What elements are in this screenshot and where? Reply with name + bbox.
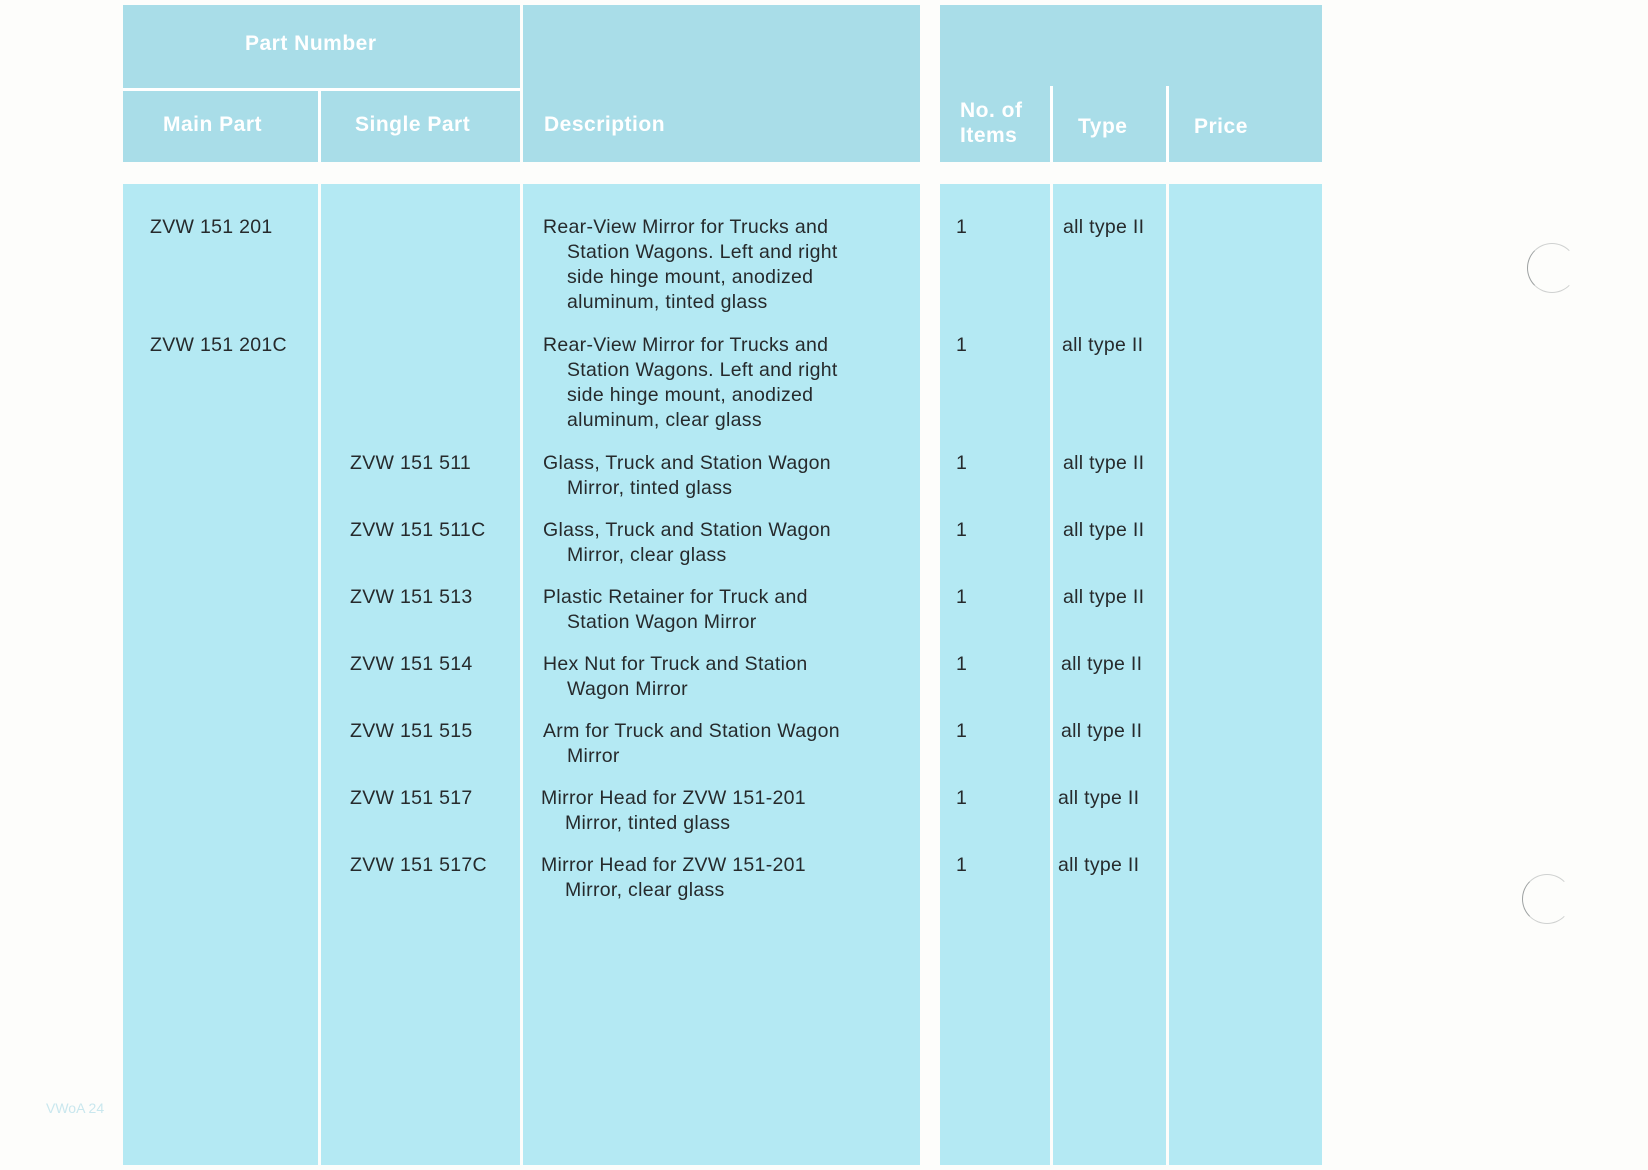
row-3-single-part: ZVW 151 511 xyxy=(350,452,472,474)
row-6-items: 1 xyxy=(956,653,968,675)
row-1-items: 1 xyxy=(956,216,968,238)
row-7-single-part: ZVW 151 515 xyxy=(350,720,473,742)
row-5-single-part: ZVW 151 513 xyxy=(350,586,473,608)
row-5-description xyxy=(543,585,808,635)
header-price: Price xyxy=(1194,115,1248,138)
row-8-desc-line-2: Mirror, tinted glass xyxy=(565,812,731,834)
row-3-description xyxy=(543,451,831,501)
row-7-items: 1 xyxy=(956,720,968,742)
row-6-single-part: ZVW 151 514 xyxy=(350,653,473,675)
row-3-type: all type II xyxy=(1063,452,1145,474)
row-4-items: 1 xyxy=(956,519,968,541)
header-divider-items-type xyxy=(1050,86,1053,162)
row-9-description xyxy=(541,853,806,903)
binder-hole-icon xyxy=(1527,243,1577,293)
column-main-part xyxy=(123,184,318,1165)
row-2-type: all type II xyxy=(1062,334,1144,356)
row-4-description xyxy=(543,518,831,568)
row-9-desc-line-1: Mirror Head for ZVW 151-201 xyxy=(541,854,806,876)
header-description-block xyxy=(523,5,920,162)
row-1-type: all type II xyxy=(1063,216,1145,238)
row-6-desc-line-1: Hex Nut for Truck and Station xyxy=(543,653,808,675)
row-5-type: all type II xyxy=(1063,586,1145,608)
column-price xyxy=(1169,184,1322,1165)
row-7-desc-line-2: Mirror xyxy=(567,745,620,767)
row-8-items: 1 xyxy=(956,787,968,809)
header-description: Description xyxy=(544,113,666,136)
page-code: VWoA 24 xyxy=(46,1100,105,1116)
row-5-desc-line-1: Plastic Retainer for Truck and xyxy=(543,586,808,608)
row-7-desc-line-1: Arm for Truck and Station Wagon xyxy=(543,720,840,742)
row-1-description xyxy=(543,215,838,315)
header-type: Type xyxy=(1078,115,1128,138)
row-4-type: all type II xyxy=(1063,519,1145,541)
header-no-of-items xyxy=(960,98,1022,148)
row-1-main-part: ZVW 151 201 xyxy=(150,216,273,238)
row-1-desc-line-2: Station Wagons. Left and right xyxy=(567,241,838,263)
row-9-desc-line-2: Mirror, clear glass xyxy=(565,879,725,901)
row-7-description xyxy=(543,719,840,769)
row-3-items: 1 xyxy=(956,452,968,474)
row-2-desc-line-1: Rear-View Mirror for Trucks and xyxy=(543,334,829,356)
header-part-number-block xyxy=(123,5,520,162)
row-1-desc-line-3: side hinge mount, anodized xyxy=(567,266,814,288)
row-1-desc-line-1: Rear-View Mirror for Trucks and xyxy=(543,216,829,238)
row-2-items: 1 xyxy=(956,334,968,356)
header-part-number: Part Number xyxy=(245,32,377,55)
row-9-items: 1 xyxy=(956,854,968,876)
header-part-number-underline xyxy=(123,88,520,91)
header-no-of-items-line2: Items xyxy=(960,124,1018,147)
row-2-desc-line-2: Station Wagons. Left and right xyxy=(567,359,838,381)
header-no-of-items-line1: No. of xyxy=(960,99,1023,122)
header-single-part: Single Part xyxy=(355,113,471,136)
row-2-description xyxy=(543,333,838,433)
row-3-desc-line-1: Glass, Truck and Station Wagon xyxy=(543,452,831,474)
row-8-type: all type II xyxy=(1058,787,1140,809)
header-divider-type-price xyxy=(1166,86,1169,162)
header-divider-main-single xyxy=(318,89,321,162)
row-6-type: all type II xyxy=(1061,653,1143,675)
row-5-items: 1 xyxy=(956,586,968,608)
row-7-type: all type II xyxy=(1061,720,1143,742)
row-8-desc-line-1: Mirror Head for ZVW 151-201 xyxy=(541,787,806,809)
row-6-desc-line-2: Wagon Mirror xyxy=(567,678,688,700)
row-4-desc-line-1: Glass, Truck and Station Wagon xyxy=(543,519,831,541)
row-3-desc-line-2: Mirror, tinted glass xyxy=(567,477,733,499)
row-9-type: all type II xyxy=(1058,854,1140,876)
row-4-single-part: ZVW 151 511C xyxy=(350,519,486,541)
row-2-desc-line-4: aluminum, clear glass xyxy=(567,409,762,431)
row-5-desc-line-2: Station Wagon Mirror xyxy=(567,611,757,633)
binder-hole-icon xyxy=(1522,874,1572,924)
row-2-main-part: ZVW 151 201C xyxy=(150,334,287,356)
row-8-description xyxy=(541,786,806,836)
row-9-single-part: ZVW 151 517C xyxy=(350,854,487,876)
row-1-desc-line-4: aluminum, tinted glass xyxy=(567,291,768,313)
row-2-desc-line-3: side hinge mount, anodized xyxy=(567,384,814,406)
row-8-single-part: ZVW 151 517 xyxy=(350,787,473,809)
row-4-desc-line-2: Mirror, clear glass xyxy=(567,544,727,566)
header-main-part: Main Part xyxy=(163,113,263,136)
row-6-description xyxy=(543,652,808,702)
